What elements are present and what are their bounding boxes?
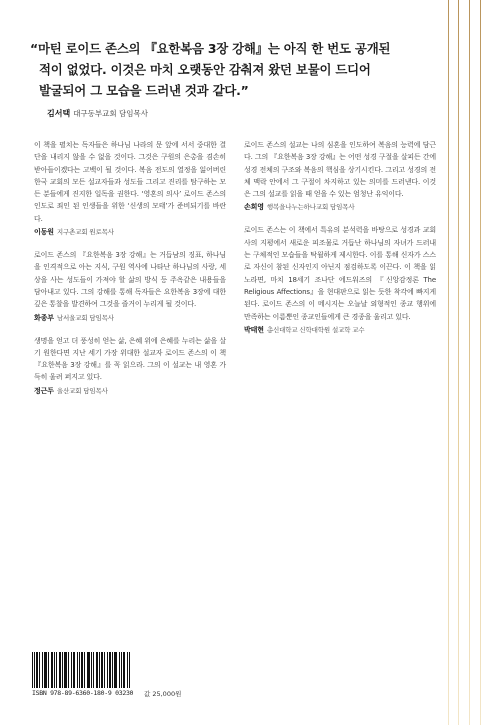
review-block	[244, 139, 436, 212]
featured-author-name: 김서택	[47, 109, 71, 118]
review-text: 로이드 존스의 『요한복음 3장 강해』는 거듭남의 징표, 하나님을 인격적으로 아는 지식, 구원 역사에 나타난 하나님의 사랑, 세상을 사는 성도들이 가져야 할 삶의 방식 등 주옥같은 내용들을 담아내고 있다. 그의 강해를 통해 독자들은 요한복음 3장에 대한 깊은 통찰을 발견하여 그것을 즐거이 누리게 될 것이다.	[34, 251, 226, 309]
reviewer-title: 총신대학교 신학대학원 설교학 교수	[266, 325, 365, 334]
review-text: 생명을 얻고 더 풍성히 얻는 삶, 은혜 위에 은혜를 누리는 삶을 살기 원한다면 지난 세기 가장 위대한 설교자 로이드 존스의 이 책 『요한복음 3장 강해』를 꼭 읽으라. 그의 이 설교는 내 영혼 가득히 울려 퍼지고 있다.	[34, 336, 226, 382]
review-signature	[34, 386, 226, 396]
review-signature	[244, 202, 436, 212]
reviewer-name: 손희영	[244, 203, 264, 212]
review-text: 이 책을 펼치는 독자들은 하나님 나라의 문 앞에 서서 중대한 결단을 내리지 않을 수 없을 것이다. 그것은 구원의 은총을 겸손히 받아들이겠다는 고백이 될 것이다. 복음 전도의 열정을 잃어버린 한국 교회의 모든 설교자들과 성도들 그리고 진리를 탐구하는 모든 분들에게 진지한 일독을 권한다. ‘영혼의 의사’ 로이드 존스의 인도로 죄인 된 인생들을 위한 ‘신생의 모태’가 준비되기를 바란다.	[34, 141, 226, 223]
review-block	[34, 335, 226, 396]
barcode-bars	[32, 652, 136, 688]
right-review-column	[244, 139, 436, 347]
review-signature	[244, 325, 436, 335]
decorative-gold-lines	[447, 0, 489, 725]
review-block	[34, 139, 226, 237]
isbn-number: ISBN 978-89-6360-180-9 03230	[32, 689, 134, 697]
featured-quote	[30, 38, 450, 101]
review-block	[244, 224, 436, 334]
reviewer-title: 울산교회 담임목사	[56, 386, 108, 395]
isbn-barcode	[32, 652, 136, 698]
reviewer-name: 박태현	[244, 325, 264, 334]
left-review-column	[34, 139, 226, 408]
review-signature	[34, 313, 226, 323]
review-text: 로이드 존스의 설교는 나의 심혼을 인도하여 복음의 능력에 담근다. 그의 『요한복음 3장 강해』는 어떤 성경 구절을 살피든 간에 성경 전체의 구조와 복음의 핵심을 상기시킨다. 그리고 성경의 전체 맥락 안에서 그 구절이 차지하고 있는 의미를 드러낸다. 이것은 그의 설교를 읽을 때 얻을 수 있는 엄청난 유익이다.	[244, 141, 436, 199]
price-label: 값 25,000원	[144, 690, 182, 698]
featured-quote-line: 적이 없었다. 이것은 마치 오랫동안 감춰져 왔던 보물이 드디어	[39, 62, 371, 77]
featured-quote-attribution	[47, 108, 148, 119]
reviewer-title: 행복을나누는하나교회 담임목사	[266, 203, 355, 212]
review-block	[34, 249, 226, 322]
reviewer-name: 화종부	[34, 313, 54, 322]
reviewer-title: 남서울교회 담임목사	[56, 313, 114, 322]
reviewer-name: 정근두	[34, 386, 54, 395]
reviewer-name: 이동원	[34, 228, 54, 237]
featured-quote-line: 발굴되어 그 모습을 드러낸 것과 같다.”	[39, 83, 249, 98]
reviewer-title: 지구촌교회 원로목사	[56, 228, 114, 237]
featured-author-title: 대구동부교회 담임목사	[73, 109, 149, 118]
review-text: 로이드 존스는 이 책에서 특유의 분석력을 바탕으로 성경과 교회사의 지평에서 새로운 피조물로 거듭난 하나님의 자녀가 드러내는 구체적인 모습들을 탁월하게 제시한다. 이를 통해 신자가 스스로 자신이 참된 신자인지 아닌지 점검하도록 이끈다. 이 책을 읽노라면, 마치 18세기 조나단 에드워즈의 『신앙감정론 The Religious Affections』을 현대판으로 읽는 듯한 착각에 빠지게 된다. 로이드 존스의 이 메시지는 오늘날 외형적인 종교 행위에 만족하는 이름뿐인 종교인들에게 큰 경종을 울리고 있다.	[244, 226, 436, 321]
review-signature	[34, 227, 226, 237]
featured-quote-line: “마틴 로이드 존스의 『요한복음 3장 강해』는 아직 한 번도 공개된	[30, 41, 391, 56]
